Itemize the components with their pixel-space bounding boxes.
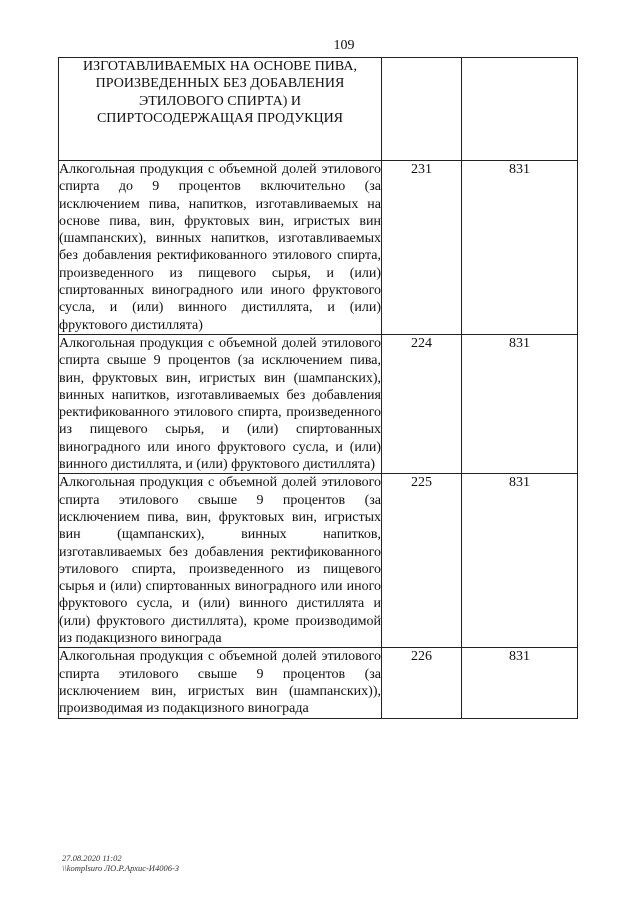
row-code-secondary: 831 <box>462 474 578 648</box>
footer-file-path: \\komplsuro ЛО.Р.Архис-И4006-3 <box>62 863 180 873</box>
table-row <box>59 648 578 718</box>
row-code: 231 <box>382 161 462 335</box>
row-description: Алкогольная продукция с объемной долей этилового спирта этилового свыше 9 процентов (за исключением вин, игристых вин (шампанских)), производимая из подакцизного винограда <box>59 649 381 717</box>
table-row <box>59 161 578 335</box>
row-code: 224 <box>382 334 462 473</box>
row-description: Алкогольная продукция с объемной долей этилового спирта этилового свыше 9 процентов (за исключением пива, вин, фруктовых вин, игристых вин (щампанских), винных напитков, изготавливаемых без добавления ректификованного этилового спирта, произведенного из пищевого сырья и (или) спиртованных виноградного или иного фруктового сусла, и (или) винного дистиллята и (или) фруктового дистиллята), кроме производимой из подакцизного винограда <box>59 475 381 647</box>
row-code-secondary: 831 <box>462 334 578 473</box>
table-header-row <box>59 58 578 161</box>
header-empty-cell <box>462 58 578 161</box>
codes-table <box>58 57 578 719</box>
header-text: ИЗГОТАВЛИВАЕМЫХ НА ОСНОВЕ ПИВА, ПРОИЗВЕДЕННЫХ БЕЗ ДОБАВЛЕНИЯ ЭТИЛОВОГО СПИРТА) И СПИРТОСОДЕРЖАЩАЯ ПРОДУКЦИЯ <box>59 58 382 161</box>
table-row <box>59 474 578 648</box>
page-number: 109 <box>333 38 355 53</box>
row-code-secondary: 831 <box>462 648 578 718</box>
header-empty-cell <box>382 58 462 161</box>
row-code-secondary: 831 <box>462 161 578 335</box>
row-code: 225 <box>382 474 462 648</box>
footer-timestamp: 27.08.2020 11:02 <box>62 853 122 863</box>
document-footer <box>62 853 179 873</box>
row-description: Алкогольная продукция с объемной долей этилового спирта до 9 процентов включительно (за исключением пива, напитков, изготавливаемых на основе пива, вин, фруктовых вин, игристых вин (шампанских), винных напитков, изготавливаемых без добавления ректификованного этилового спирта, произведенного из пищевого сырья, и (или) спиртованных виноградного или иного фруктового сусла, и (или) винного дистиллята, и (или) фруктового дистиллята) <box>59 162 381 333</box>
table-row <box>59 334 578 473</box>
row-code: 226 <box>382 648 462 718</box>
row-description: Алкогольная продукция с объемной долей этилового спирта свыше 9 процентов (за исключением пива, вин, фруктовых вин, игристых вин (шампанских), винных напитков, изготавливаемых без добавления ректификованного этилового спирта, произведенного из пищевого сырья, и (или) спиртованных виноградного или иного фруктового сусла, и (или) винного дистиллята, и (или) фруктового дистиллята) <box>59 335 381 473</box>
